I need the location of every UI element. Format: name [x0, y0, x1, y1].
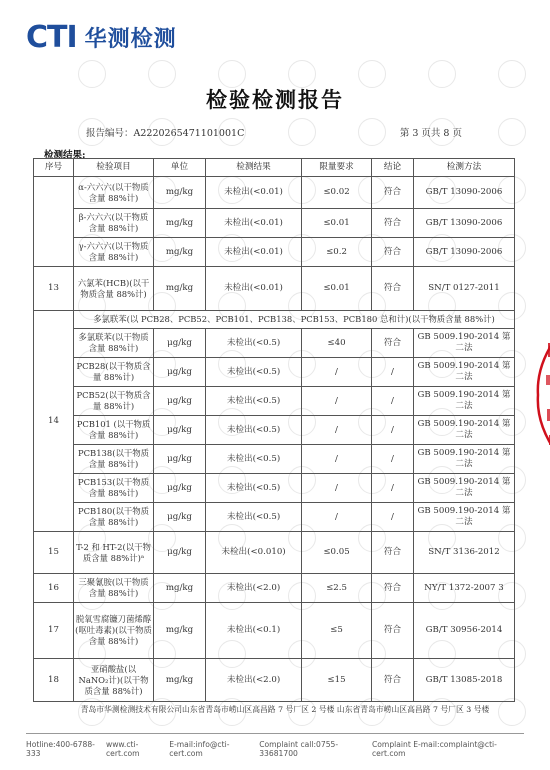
- limit-cell: /: [302, 445, 372, 474]
- method-cell: GB 5009.190-2014 第二法: [414, 416, 515, 445]
- limit-cell: /: [302, 474, 372, 503]
- table-row: [34, 503, 515, 532]
- conclusion-cell: /: [372, 416, 414, 445]
- header-unit: 单位: [154, 159, 206, 177]
- row-no-cell: 15: [34, 532, 74, 574]
- conclusion-cell: /: [372, 503, 414, 532]
- unit-cell: μg/kg: [154, 503, 206, 532]
- conclusion-cell: 符合: [372, 574, 414, 603]
- table-row: [34, 387, 515, 416]
- footer-hotline: Hotline:400-6788-333: [26, 740, 95, 758]
- conclusion-cell: 符合: [372, 532, 414, 574]
- unit-cell: μg/kg: [154, 532, 206, 574]
- limit-cell: ≤0.2: [302, 238, 372, 267]
- limit-cell: ≤0.05: [302, 532, 372, 574]
- unit-cell: μg/kg: [154, 329, 206, 358]
- result-cell: 未检出(<0.5): [206, 503, 302, 532]
- unit-cell: mg/kg: [154, 603, 206, 659]
- group-heading-cell: 多氯联苯(以 PCB28、PCB52、PCB101、PCB138、PCB153、PCB180 总和计)(以干物质含量 88%计): [74, 311, 515, 329]
- limit-cell: ≤5: [302, 603, 372, 659]
- report-title: 检验检测报告: [206, 87, 344, 112]
- table-header-row: [34, 159, 515, 177]
- limit-cell: /: [302, 503, 372, 532]
- results-label: 检测结果:: [44, 150, 86, 161]
- unit-cell: mg/kg: [154, 238, 206, 267]
- table-row: [34, 329, 515, 358]
- footer-complaint-call: Complaint call:0755-33681700: [259, 740, 339, 758]
- table-row: [34, 267, 515, 311]
- item-cell: PCB52(以干物质含量 88%计): [74, 387, 154, 416]
- item-cell: 亚硝酸盐(以 NaNO₂计)(以干物质含量 88%计): [74, 659, 154, 702]
- table-row: [34, 474, 515, 503]
- method-cell: GB 5009.190-2014 第二法: [414, 329, 515, 358]
- limit-cell: ≤0.01: [302, 267, 372, 311]
- method-cell: GB 5009.190-2014 第二法: [414, 387, 515, 416]
- method-cell: GB 5009.190-2014 第二法: [414, 445, 515, 474]
- result-cell: 未检出(<0.01): [206, 177, 302, 209]
- item-cell: PCB153(以干物质含量 88%计): [74, 474, 154, 503]
- row-no-cell: [34, 177, 74, 267]
- logo-cti-text: CTI: [26, 20, 77, 55]
- limit-cell: ≤2.5: [302, 574, 372, 603]
- item-cell: 六氯苯(HCB)(以干物质含量 88%计): [74, 267, 154, 311]
- item-cell: γ-六六六(以干物质含量 88%计): [74, 238, 154, 267]
- result-cell: 未检出(<0.5): [206, 474, 302, 503]
- item-cell: T-2 和 HT-2(以干物质含量 88%计)ᵃ: [74, 532, 154, 574]
- method-cell: GB 5009.190-2014 第二法: [414, 503, 515, 532]
- conclusion-cell: 符合: [372, 209, 414, 238]
- row-no-cell: 17: [34, 603, 74, 659]
- conclusion-cell: 符合: [372, 177, 414, 209]
- header-result: 检测结果: [206, 159, 302, 177]
- watermark-mark: [288, 118, 316, 146]
- conclusion-cell: 符合: [372, 329, 414, 358]
- result-cell: 未检出(<0.01): [206, 209, 302, 238]
- conclusion-cell: 符合: [372, 267, 414, 311]
- limit-cell: ≤40: [302, 329, 372, 358]
- result-cell: 未检出(<0.01): [206, 267, 302, 311]
- table-row: [34, 209, 515, 238]
- limit-cell: ≤0.01: [302, 209, 372, 238]
- stamp-fragment: [530, 335, 550, 455]
- table-row: [34, 416, 515, 445]
- header-method: 检测方法: [414, 159, 515, 177]
- unit-cell: μg/kg: [154, 445, 206, 474]
- result-cell: 未检出(<2.0): [206, 659, 302, 702]
- method-cell: GB/T 13085-2018: [414, 659, 515, 702]
- unit-cell: μg/kg: [154, 416, 206, 445]
- item-cell: 脱氧雪腐镰刀菌烯醇(呕吐毒素)(以干物质含量 88%计): [74, 603, 154, 659]
- result-cell: 未检出(<0.5): [206, 387, 302, 416]
- unit-cell: mg/kg: [154, 177, 206, 209]
- conclusion-cell: /: [372, 387, 414, 416]
- company-logo: [26, 20, 177, 55]
- item-cell: PCB138(以干物质含量 88%计): [74, 445, 154, 474]
- table-row: [34, 659, 515, 702]
- item-cell: β-六六六(以干物质含量 88%计): [74, 209, 154, 238]
- watermark-mark: [498, 698, 526, 726]
- result-cell: 未检出(<0.01): [206, 238, 302, 267]
- method-cell: NY/T 1372-2007 3: [414, 574, 515, 603]
- method-cell: GB/T 13090-2006: [414, 209, 515, 238]
- limit-cell: ≤0.02: [302, 177, 372, 209]
- conclusion-cell: /: [372, 445, 414, 474]
- item-cell: PCB28(以干物质含量 88%计): [74, 358, 154, 387]
- table-row: [34, 177, 515, 209]
- unit-cell: μg/kg: [154, 358, 206, 387]
- method-cell: GB 5009.190-2014 第二法: [414, 358, 515, 387]
- header-no: 序号: [34, 159, 74, 177]
- result-cell: 未检出(<0.5): [206, 329, 302, 358]
- limit-cell: /: [302, 416, 372, 445]
- row-no-cell: 16: [34, 574, 74, 603]
- limit-cell: /: [302, 387, 372, 416]
- unit-cell: μg/kg: [154, 387, 206, 416]
- report-number: 报告编号：A2220265471101001C: [86, 128, 245, 139]
- watermark-mark: [498, 118, 526, 146]
- result-cell: 未检出(<0.5): [206, 416, 302, 445]
- result-cell: 未检出(<0.5): [206, 445, 302, 474]
- table-row: [34, 532, 515, 574]
- unit-cell: μg/kg: [154, 474, 206, 503]
- result-cell: 未检出(<0.010): [206, 532, 302, 574]
- footer-divider: [26, 733, 524, 734]
- header-limit: 限量要求: [302, 159, 372, 177]
- item-cell: 三聚氰胺(以干物质含量 88%计): [74, 574, 154, 603]
- item-cell: PCB101 (以干物质含量 88%计): [74, 416, 154, 445]
- table-row: [34, 311, 515, 329]
- footer-contacts: [26, 740, 524, 758]
- table-row: [34, 603, 515, 659]
- header-conclusion: 结论: [372, 159, 414, 177]
- conclusion-cell: 符合: [372, 659, 414, 702]
- table-row: [34, 238, 515, 267]
- method-cell: GB/T 13090-2006: [414, 238, 515, 267]
- result-cell: 未检出(<0.5): [206, 358, 302, 387]
- conclusion-cell: 符合: [372, 238, 414, 267]
- row-no-cell: 18: [34, 659, 74, 702]
- unit-cell: mg/kg: [154, 267, 206, 311]
- limit-cell: /: [302, 358, 372, 387]
- method-cell: GB/T 30956-2014: [414, 603, 515, 659]
- header-item: 检验项目: [74, 159, 154, 177]
- results-table: [33, 158, 515, 702]
- footer-website[interactable]: www.cti-cert.com: [105, 740, 140, 758]
- row-no-cell: 13: [34, 267, 74, 311]
- conclusion-cell: 符合: [372, 603, 414, 659]
- footer-complaint-email[interactable]: Complaint E-mail:complaint@cti-cert.com: [371, 740, 497, 758]
- footer-email[interactable]: E-mail:info@cti-cert.com: [169, 740, 230, 758]
- conclusion-cell: /: [372, 358, 414, 387]
- row-no-cell: 14: [34, 311, 74, 532]
- unit-cell: mg/kg: [154, 659, 206, 702]
- result-cell: 未检出(<2.0): [206, 574, 302, 603]
- result-cell: 未检出(<0.1): [206, 603, 302, 659]
- unit-cell: mg/kg: [154, 209, 206, 238]
- unit-cell: mg/kg: [154, 574, 206, 603]
- method-cell: GB 5009.190-2014 第二法: [414, 474, 515, 503]
- footer-address: 青岛市华测检测技术有限公司山东省青岛市崂山区高昌路 7 号厂区 2 号楼 山东省青岛市崂山区高昌路 7 号厂区 3 号楼: [80, 705, 490, 714]
- logo-chinese-name: 华测检测: [84, 27, 177, 52]
- item-cell: 多氯联苯(以干物质含量 88%计): [74, 329, 154, 358]
- conclusion-cell: /: [372, 474, 414, 503]
- method-cell: GB/T 13090-2006: [414, 177, 515, 209]
- limit-cell: ≤15: [302, 659, 372, 702]
- table-row: [34, 358, 515, 387]
- table-row: [34, 574, 515, 603]
- method-cell: SN/T 3136-2012: [414, 532, 515, 574]
- method-cell: SN/T 0127-2011: [414, 267, 515, 311]
- watermark-mark: [358, 118, 386, 146]
- item-cell: α-六六六(以干物质含量 88%计): [74, 177, 154, 209]
- item-cell: PCB180(以干物质含量 88%计): [74, 503, 154, 532]
- page-info: 第 3 页共 8 页: [399, 128, 462, 139]
- table-row: [34, 445, 515, 474]
